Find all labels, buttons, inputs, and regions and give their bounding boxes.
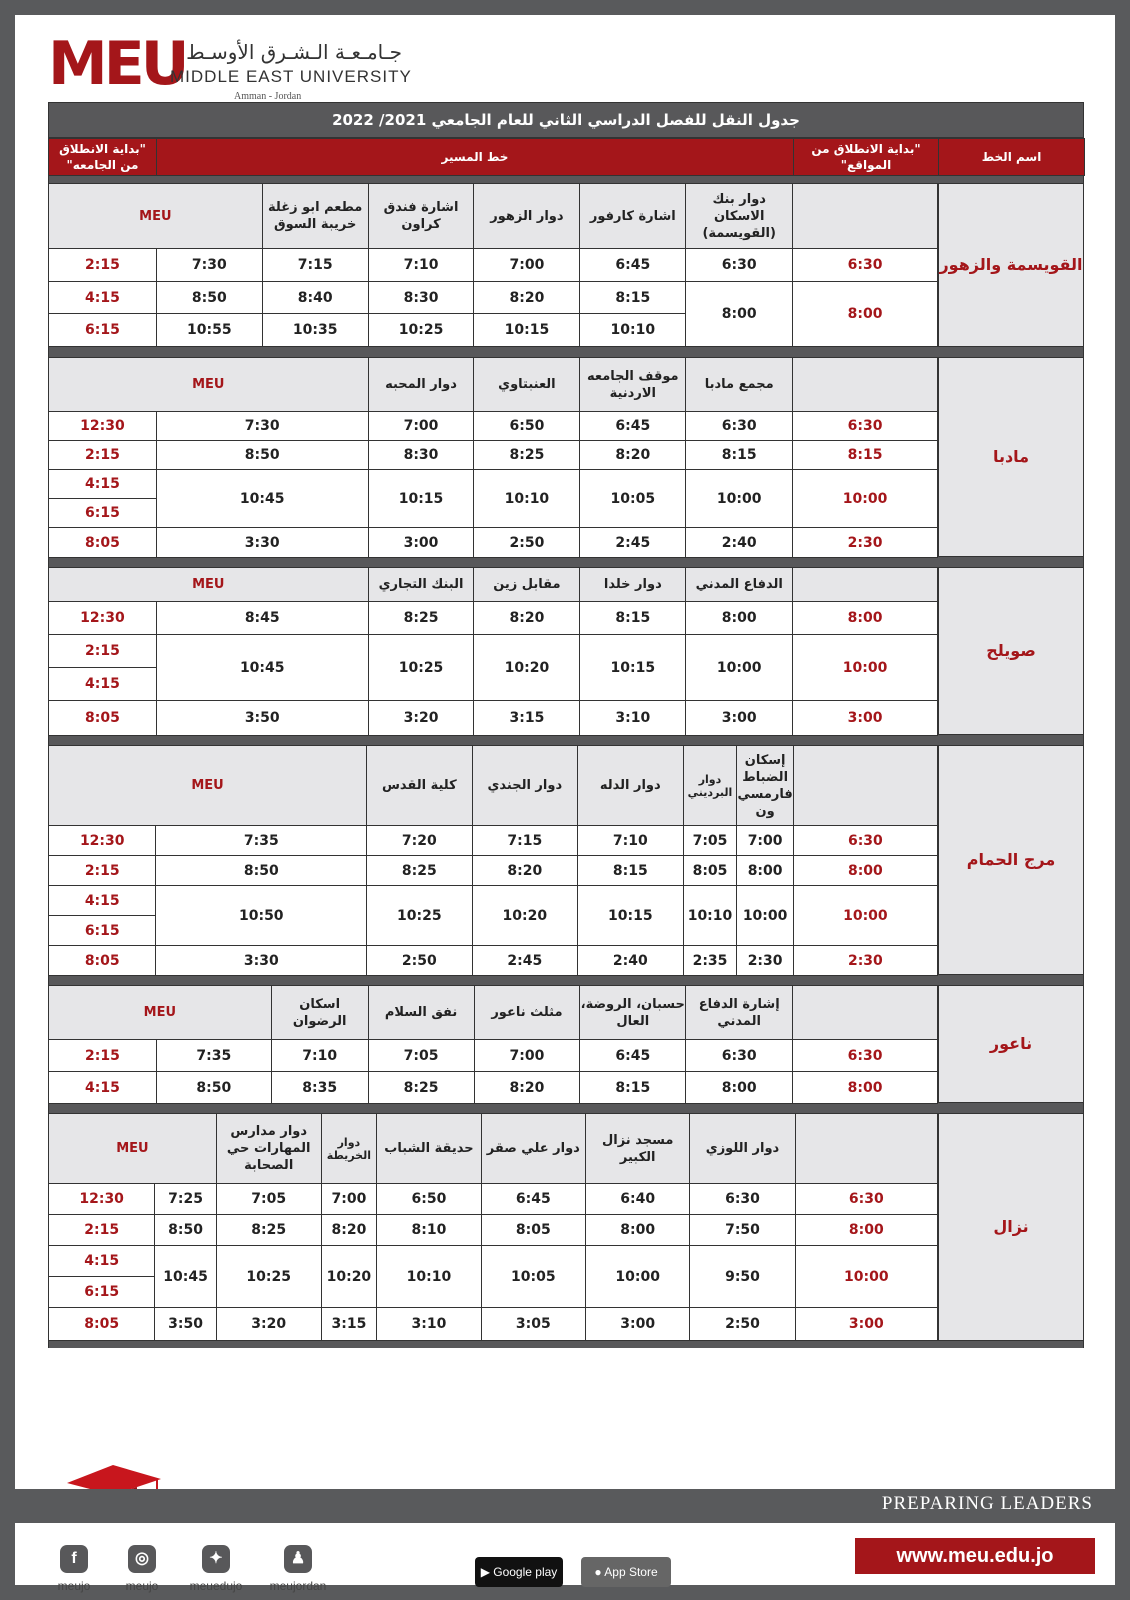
stop-label: الدفاع المدني — [686, 568, 793, 602]
time-cell: 8:25 — [474, 441, 580, 470]
time-cell: 3:00 — [686, 701, 793, 736]
time-cell: 6:30 — [686, 1040, 793, 1072]
start-time: 10:00 — [793, 635, 938, 701]
time-cell: 10:25 — [368, 314, 474, 347]
return-time: 4:15 — [49, 281, 157, 314]
time-cell: 7:15 — [262, 249, 368, 282]
return-time: 8:05 — [49, 1307, 155, 1340]
stop-label: كلية القدس — [367, 746, 472, 826]
stop-label: البنك التجاري — [368, 568, 474, 602]
time-cell: 3:10 — [377, 1307, 481, 1340]
time-cell: 10:10 — [474, 470, 580, 528]
line-section-marj-alhamam — [48, 745, 1084, 975]
time-cell: 8:50 — [156, 281, 262, 314]
stop-label: دوار علي صقر — [481, 1114, 585, 1184]
start-time: 10:00 — [793, 886, 937, 946]
time-cell: 8:20 — [580, 441, 686, 470]
time-cell: 8:50 — [156, 856, 367, 886]
time-cell: 7:50 — [690, 1215, 795, 1246]
stop-label: حسبان، الروضة، العال — [580, 986, 686, 1040]
time-cell: 6:30 — [686, 249, 793, 282]
start-time: 2:30 — [793, 528, 938, 558]
time-cell: 6:45 — [580, 249, 686, 282]
time-cell: 10:20 — [472, 886, 577, 946]
return-time: 6:15 — [49, 916, 156, 946]
time-cell: 8:15 — [578, 856, 683, 886]
return-time: 4:15 — [49, 886, 156, 916]
start-time: 3:00 — [795, 1307, 937, 1340]
time-cell: 10:15 — [474, 314, 580, 347]
return-time: 2:15 — [49, 249, 157, 282]
time-cell: 8:25 — [368, 1072, 474, 1104]
time-cell: 6:45 — [580, 412, 686, 441]
time-cell: 8:45 — [156, 602, 368, 635]
section-divider — [48, 1103, 1084, 1113]
return-time: 6:15 — [49, 1277, 155, 1308]
time-cell: 8:50 — [155, 1215, 217, 1246]
time-cell: 10:25 — [368, 635, 474, 701]
stop-label: دوار مدارس المهارات حي الصحابة — [216, 1114, 321, 1184]
google-play-label: Google play — [493, 1565, 558, 1579]
stop-label: اشارة فندق كراون — [368, 184, 474, 249]
return-time: 4:15 — [49, 1072, 157, 1104]
line-grid — [48, 745, 938, 976]
time-cell: 8:50 — [156, 1072, 271, 1104]
time-cell: 7:05 — [683, 826, 737, 856]
time-cell: 10:25 — [216, 1246, 321, 1308]
time-cell: 2:40 — [686, 528, 793, 558]
time-cell: 8:00 — [686, 281, 793, 346]
time-cell: 2:30 — [737, 946, 793, 976]
time-cell: 7:35 — [156, 1040, 271, 1072]
time-cell: 7:00 — [368, 412, 474, 441]
time-cell: 2:50 — [690, 1307, 795, 1340]
time-cell: 10:45 — [156, 635, 368, 701]
time-cell: 3:15 — [321, 1307, 377, 1340]
return-time: 4:15 — [49, 1246, 155, 1277]
stop-label: دوار اللوزي — [690, 1114, 795, 1184]
time-cell: 7:30 — [156, 412, 368, 441]
social-label: meujo — [57, 1579, 91, 1593]
snapchat-icon: ♟ — [284, 1545, 312, 1573]
logo-city: Amman - Jordan — [234, 91, 302, 102]
time-cell: 6:30 — [686, 412, 793, 441]
time-cell: 6:30 — [690, 1184, 795, 1215]
social-twitter[interactable] — [181, 1545, 251, 1593]
university-logo — [48, 29, 412, 109]
time-cell: 7:00 — [737, 826, 793, 856]
stop-header-empty — [793, 746, 937, 826]
time-cell: 10:35 — [262, 314, 368, 347]
line-name-naour: ناعور — [938, 985, 1084, 1103]
return-time: 4:15 — [49, 470, 157, 499]
time-cell: 7:30 — [156, 249, 262, 282]
social-facebook[interactable] — [39, 1545, 109, 1593]
stop-label: MEU — [49, 746, 367, 826]
time-cell: 7:10 — [578, 826, 683, 856]
start-time: 6:30 — [793, 412, 938, 441]
line-section-nazzal — [48, 1113, 1084, 1341]
start-time: 8:00 — [793, 281, 938, 346]
time-cell: 8:40 — [262, 281, 368, 314]
time-cell: 8:35 — [271, 1072, 368, 1104]
time-cell: 3:00 — [368, 528, 474, 558]
time-cell: 7:05 — [368, 1040, 474, 1072]
time-cell: 8:20 — [474, 602, 580, 635]
logo-arabic-name: جـامـعـة الـشـرق الأوسـط — [186, 40, 402, 64]
social-label: meuedujo — [189, 1579, 243, 1593]
time-cell: 2:35 — [683, 946, 737, 976]
time-cell: 8:50 — [156, 441, 368, 470]
line-section-madaba — [48, 357, 1084, 557]
time-cell: 3:00 — [586, 1307, 690, 1340]
stop-label: مقابل زين — [474, 568, 580, 602]
section-divider — [48, 735, 1084, 745]
time-cell: 6:40 — [586, 1184, 690, 1215]
header-route: خط المسير — [157, 139, 794, 176]
stop-label: MEU — [49, 358, 369, 412]
section-divider — [48, 347, 1084, 357]
stop-label: مسجد نزال الكبير — [586, 1114, 690, 1184]
time-cell: 3:05 — [481, 1307, 585, 1340]
time-cell: 6:45 — [481, 1184, 585, 1215]
start-time: 6:30 — [793, 826, 937, 856]
stop-label: MEU — [49, 184, 263, 249]
stop-header-empty — [793, 358, 938, 412]
stop-label: إسكان الضباط فارمسي ون — [737, 746, 793, 826]
time-cell: 8:15 — [686, 441, 793, 470]
section-divider — [48, 176, 1084, 183]
stop-label: العنبتاوي — [474, 358, 580, 412]
time-cell: 10:15 — [578, 886, 683, 946]
schedule-title: جدول النقل للفصل الدراسي الثاني للعام الجامعي 2021/ 2022 — [48, 102, 1084, 138]
time-cell: 10:55 — [156, 314, 262, 347]
line-grid — [48, 357, 938, 558]
time-cell: 3:20 — [216, 1307, 321, 1340]
time-cell: 3:10 — [580, 701, 686, 736]
line-section-naour — [48, 985, 1084, 1103]
time-cell: 7:10 — [271, 1040, 368, 1072]
time-cell: 8:30 — [368, 441, 474, 470]
start-time: 3:00 — [793, 701, 938, 736]
time-cell: 7:25 — [155, 1184, 217, 1215]
return-time: 2:15 — [49, 441, 157, 470]
line-name-quwaismeh: القويسمة والزهور — [938, 183, 1084, 347]
stop-label: اسكان الرضوان — [271, 986, 368, 1040]
time-cell: 10:10 — [580, 314, 686, 347]
return-time: 2:15 — [49, 635, 157, 668]
section-divider — [48, 1341, 1084, 1348]
return-time: 8:05 — [49, 946, 156, 976]
time-cell: 10:00 — [686, 635, 793, 701]
time-cell: 8:20 — [474, 281, 580, 314]
google-play-icon: ▶ — [480, 1565, 494, 1579]
time-cell: 2:50 — [367, 946, 472, 976]
time-cell: 2:45 — [580, 528, 686, 558]
time-cell: 8:15 — [580, 602, 686, 635]
stop-header-empty — [793, 986, 938, 1040]
time-cell: 9:50 — [690, 1246, 795, 1308]
time-cell: 8:20 — [472, 856, 577, 886]
time-cell: 8:30 — [368, 281, 474, 314]
time-cell: 10:00 — [686, 470, 793, 528]
time-cell: 2:40 — [578, 946, 683, 976]
time-cell: 8:00 — [686, 602, 793, 635]
time-cell: 10:15 — [580, 635, 686, 701]
time-cell: 10:00 — [586, 1246, 690, 1308]
time-cell: 8:05 — [481, 1215, 585, 1246]
line-grid — [48, 985, 938, 1104]
time-cell: 10:25 — [367, 886, 472, 946]
time-cell: 8:15 — [580, 281, 686, 314]
time-cell: 7:00 — [474, 249, 580, 282]
return-time: 2:15 — [49, 1215, 155, 1246]
stop-label: مثلث ناعور — [474, 986, 580, 1040]
stop-label: دوار بنك الاسكان (القويسمة) — [686, 184, 793, 249]
time-cell: 10:00 — [737, 886, 793, 946]
start-time: 8:00 — [795, 1215, 937, 1246]
stop-label: دوار الزهور — [474, 184, 580, 249]
header-start-university: "بداية الانطلاق من الجامعه" — [49, 139, 157, 176]
stop-label: MEU — [49, 986, 272, 1040]
time-cell: 8:10 — [377, 1215, 481, 1246]
time-cell: 7:15 — [472, 826, 577, 856]
page — [15, 15, 1115, 1593]
slogan: PREPARING LEADERS — [881, 1493, 1093, 1514]
time-cell: 10:20 — [321, 1246, 377, 1308]
logo-english-name: MIDDLE EAST UNIVERSITY — [170, 67, 412, 86]
stop-label: دوار الجندي — [472, 746, 577, 826]
logo-mark: MEU — [48, 29, 186, 99]
start-time: 8:15 — [793, 441, 938, 470]
return-time: 12:30 — [49, 602, 157, 635]
line-section-quwaismeh — [48, 183, 1084, 347]
time-cell: 8:05 — [683, 856, 737, 886]
return-time: 2:15 — [49, 856, 156, 886]
stop-label: موقف الجامعه الاردنية — [580, 358, 686, 412]
time-cell: 3:50 — [155, 1307, 217, 1340]
return-time: 2:15 — [49, 1040, 157, 1072]
return-time: 8:05 — [49, 528, 157, 558]
start-time: 6:30 — [795, 1184, 937, 1215]
line-grid — [48, 1113, 938, 1341]
stop-header-empty — [793, 568, 938, 602]
stop-header-empty — [795, 1114, 937, 1184]
stop-label: إشارة الدفاع المدني — [686, 986, 793, 1040]
time-cell: 8:15 — [580, 1072, 686, 1104]
apple-icon: ● — [594, 1565, 605, 1579]
stop-header-empty — [793, 184, 938, 249]
time-cell: 8:25 — [216, 1215, 321, 1246]
time-cell: 2:45 — [472, 946, 577, 976]
time-cell: 10:05 — [580, 470, 686, 528]
return-time: 12:30 — [49, 826, 156, 856]
time-cell: 3:30 — [156, 528, 368, 558]
time-cell: 8:20 — [321, 1215, 377, 1246]
schedule-header — [48, 138, 1085, 176]
return-time: 12:30 — [49, 1184, 155, 1215]
transport-schedule — [48, 102, 1084, 1348]
return-time: 6:15 — [49, 314, 157, 347]
social-instagram[interactable] — [107, 1545, 177, 1593]
time-cell: 10:45 — [155, 1246, 217, 1308]
app-store-label: App Store — [604, 1565, 658, 1579]
time-cell: 7:05 — [216, 1184, 321, 1215]
time-cell: 10:10 — [683, 886, 737, 946]
line-grid — [48, 567, 938, 736]
time-cell: 7:10 — [368, 249, 474, 282]
website-link[interactable]: www.meu.edu.jo — [855, 1538, 1095, 1574]
stop-label: حديقة الشباب — [377, 1114, 481, 1184]
time-cell: 7:20 — [367, 826, 472, 856]
start-time: 8:00 — [793, 1072, 938, 1104]
return-time: 4:15 — [49, 668, 157, 701]
time-cell: 3:20 — [368, 701, 474, 736]
time-cell: 10:45 — [156, 470, 368, 528]
time-cell: 10:10 — [377, 1246, 481, 1308]
stop-label: اشارة كارفور — [580, 184, 686, 249]
return-time: 6:15 — [49, 499, 157, 528]
app-store-badge[interactable] — [581, 1557, 671, 1587]
time-cell: 10:20 — [474, 635, 580, 701]
stop-label: MEU — [49, 568, 369, 602]
stop-label: نفق السلام — [368, 986, 474, 1040]
section-divider — [48, 557, 1084, 567]
return-time: 8:05 — [49, 701, 157, 736]
start-time: 10:00 — [793, 470, 938, 528]
start-time: 8:00 — [793, 602, 938, 635]
line-grid — [48, 183, 938, 347]
stop-label: دوار الدله — [578, 746, 683, 826]
stop-label: MEU — [49, 1114, 217, 1184]
time-cell: 3:15 — [474, 701, 580, 736]
return-time: 12:30 — [49, 412, 157, 441]
instagram-icon: ◎ — [128, 1545, 156, 1573]
time-cell: 6:50 — [377, 1184, 481, 1215]
start-time: 8:00 — [793, 856, 937, 886]
start-time: 10:00 — [795, 1246, 937, 1308]
time-cell: 8:00 — [686, 1072, 793, 1104]
time-cell: 10:05 — [481, 1246, 585, 1308]
google-play-badge[interactable] — [475, 1557, 563, 1587]
time-cell: 3:50 — [156, 701, 368, 736]
stop-label: مطعم ابو زغلة خريبة السوق — [262, 184, 368, 249]
stop-label: دوار البرديني — [683, 746, 737, 826]
social-snapchat[interactable] — [263, 1545, 333, 1593]
time-cell: 7:35 — [156, 826, 367, 856]
time-cell: 8:00 — [586, 1215, 690, 1246]
time-cell: 7:00 — [321, 1184, 377, 1215]
section-divider — [48, 975, 1084, 985]
time-cell: 6:50 — [474, 412, 580, 441]
line-name-madaba: مادبا — [938, 357, 1084, 557]
stop-label: دوار المحبه — [368, 358, 474, 412]
twitter-icon: ✦ — [202, 1545, 230, 1573]
start-time: 2:30 — [793, 946, 937, 976]
time-cell: 3:30 — [156, 946, 367, 976]
time-cell: 10:15 — [368, 470, 474, 528]
social-label: meujo — [125, 1579, 159, 1593]
time-cell: 8:20 — [474, 1072, 580, 1104]
facebook-icon: f — [60, 1545, 88, 1573]
time-cell: 7:00 — [474, 1040, 580, 1072]
header-start-sites: "بداية الانطلاق من المواقع" — [794, 139, 939, 176]
start-time: 6:30 — [793, 1040, 938, 1072]
time-cell: 8:00 — [737, 856, 793, 886]
time-cell: 2:50 — [474, 528, 580, 558]
line-name-marj-alhamam: مرج الحمام — [938, 745, 1084, 975]
time-cell: 8:25 — [367, 856, 472, 886]
time-cell: 8:25 — [368, 602, 474, 635]
start-time: 6:30 — [793, 249, 938, 282]
time-cell: 6:45 — [580, 1040, 686, 1072]
header-line-name: اسم الخط — [939, 139, 1085, 176]
stop-label: دوار خلدا — [580, 568, 686, 602]
stop-label: دوار الخريطة — [321, 1114, 377, 1184]
stop-label: مجمع مادبا — [686, 358, 793, 412]
social-label: meujordan — [269, 1579, 327, 1593]
line-name-sweileh: صويلح — [938, 567, 1084, 735]
time-cell: 10:50 — [156, 886, 367, 946]
line-section-sweileh — [48, 567, 1084, 735]
line-name-nazzal: نزال — [938, 1113, 1084, 1341]
